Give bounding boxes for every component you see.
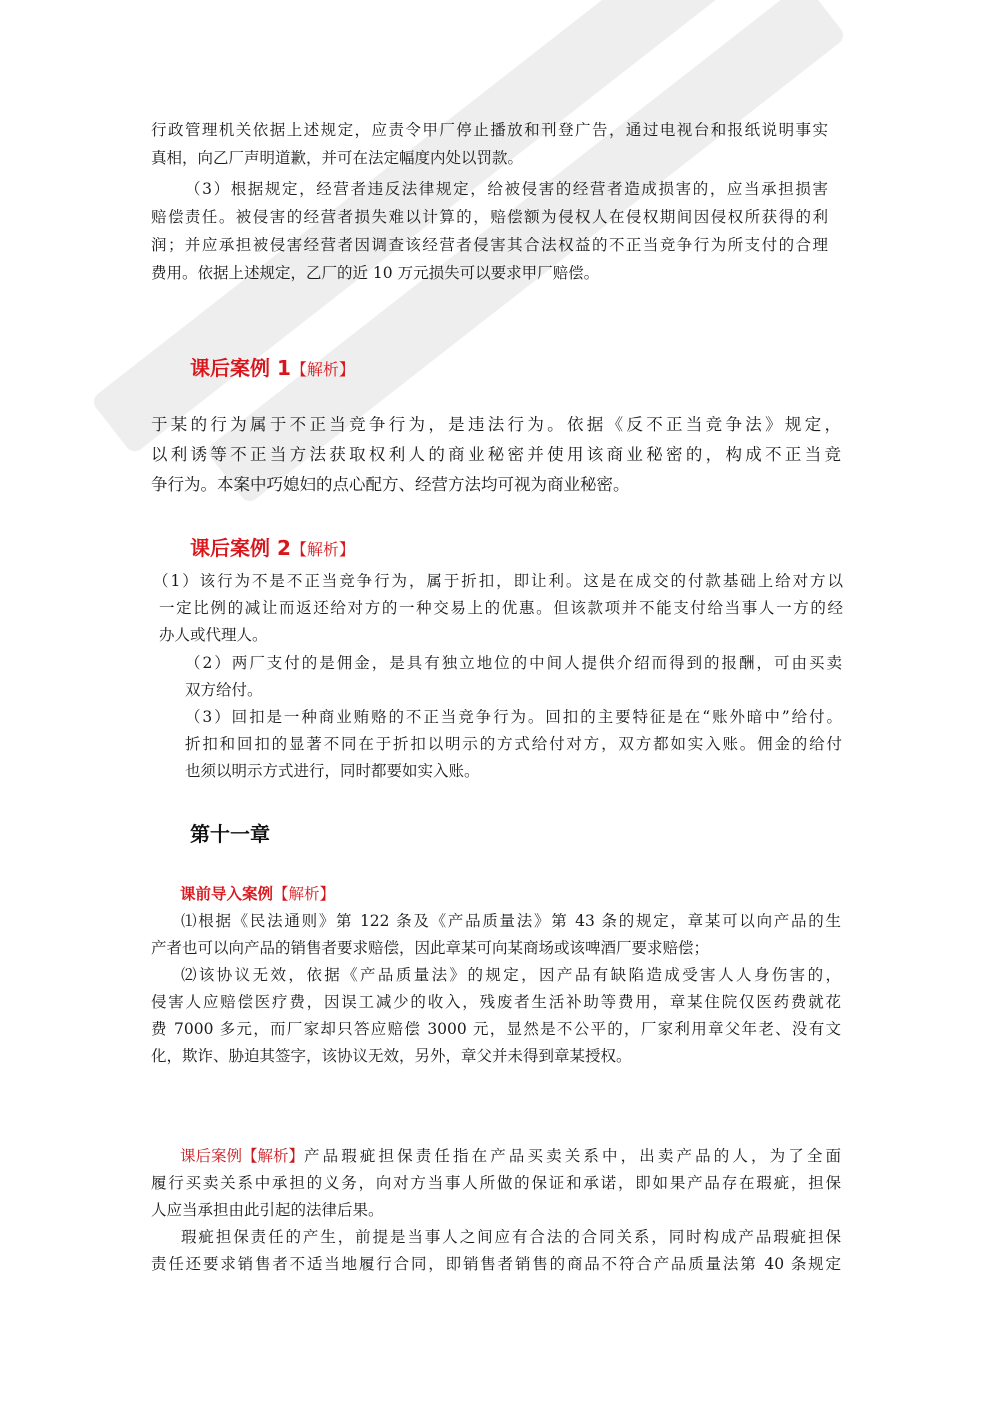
- body-line: （3）根据规定，经营者违反法律规定，给被侵害的经营者造成损害的，应当承担损害: [185, 180, 828, 198]
- case2-heading: [190, 532, 355, 561]
- case2-title: 课后案例 2: [190, 536, 291, 560]
- case2-line: 折扣和回扣的显著不同在于折扣以明示的方式给付对方，双方都如实入账。佣金的给付: [185, 735, 842, 753]
- case2-line: 一定比例的减让而返还给对方的一种交易上的优惠。但该款项并不能支付给当事人一方的经: [159, 599, 843, 617]
- after-case-title: 课后案例: [180, 1147, 243, 1165]
- after-case-line: 履行买卖关系中承担的义务，向对方当事人所做的保证和承诺，即如果产品存在瑕疵，担保: [151, 1174, 841, 1192]
- case1-heading: [190, 352, 355, 381]
- intro-case-tag: 【解析】: [273, 885, 336, 903]
- case2-line: 双方给付。: [185, 681, 263, 699]
- case2-line: （3）回扣是一种商业贿赂的不正当竞争行为。回扣的主要特征是在“账外暗中”给付。: [185, 708, 842, 726]
- chapter-title: 第十一章: [190, 822, 270, 846]
- after-case-line: 责任还要求销售者不适当地履行合同，即销售者销售的商品不符合产品质量法第 40 条规定: [151, 1255, 841, 1273]
- intro-case-line: 产者也可以向产品的销售者要求赔偿，因此章某可向某商场或该啤酒厂要求赔偿；: [151, 939, 710, 957]
- case2-tag: 【解析】: [290, 540, 355, 559]
- after-case-text: 产品瑕疵担保责任指在产品买卖关系中，出卖产品的人，为了全面: [304, 1147, 841, 1165]
- body-line: 行政管理机关依据上述规定，应责令甲厂停止播放和刊登广告，通过电视台和报纸说明事实: [151, 121, 828, 139]
- case2-line: 也须以明示方式进行，同时都要如实入账。: [185, 762, 480, 780]
- case1-line: 争行为。本案中巧媳妇的点心配方、经营方法均可视为商业秘密。: [151, 475, 630, 494]
- case1-tag: 【解析】: [290, 360, 355, 379]
- case2-line: （2）两厂支付的是佣金，是具有独立地位的中间人提供介绍而得到的报酬，可由买卖: [185, 654, 842, 672]
- case2-line: 办人或代理人。: [159, 626, 268, 644]
- body-line: 真相，向乙厂声明道歉，并可在法定幅度内处以罚款。: [151, 149, 524, 167]
- case1-line: 以利诱等不正当方法获取权利人的商业秘密并使用该商业秘密的，构成不正当竞: [151, 445, 841, 464]
- intro-case-line: 费 7000 多元，而厂家却只答应赔偿 3000 元，显然是不公平的，厂家利用章父年老、没有文: [151, 1020, 841, 1038]
- body-line: 润；并应承担被侵害经营者因调查该经营者侵害其合法权益的不正当竞争行为所支付的合理: [151, 236, 828, 254]
- after-case-line: 瑕疵担保责任的产生，前提是当事人之间应有合法的合同关系，同时构成产品瑕疵担保: [181, 1228, 841, 1246]
- after-case-line: 人应当承担由此引起的法律后果。: [151, 1201, 384, 1219]
- intro-case-heading: [180, 882, 335, 904]
- case1-title: 课后案例 1: [190, 356, 291, 380]
- intro-case-line: 侵害人应赔偿医疗费，因误工减少的收入，残废者生活补助等费用，章某住院仅医药费就花: [151, 993, 841, 1011]
- intro-case-line: 化，欺诈、胁迫其签字，该协议无效，另外，章父并未得到章某授权。: [151, 1047, 632, 1065]
- body-line: 赔偿责任。被侵害的经营者损失难以计算的，赔偿额为侵权人在侵权期间因侵权所获得的利: [151, 208, 828, 226]
- after-case-first-line: [180, 1145, 841, 1167]
- body-line: 费用。依据上述规定，乙厂的近 10 万元损失可以要求甲厂赔偿。: [151, 264, 600, 282]
- case2-line: （1）该行为不是不正当竞争行为，属于折扣，即让利。这是在成交的付款基础上给对方以: [153, 572, 843, 590]
- intro-case-line: ⑵该协议无效，依据《产品质量法》的规定，因产品有缺陷造成受害人人身伤害的，: [181, 966, 841, 984]
- case1-line: 于某的行为属于不正当竞争行为，是违法行为。依据《反不正当竞争法》规定，: [151, 415, 841, 434]
- after-case-tag: 【解析】: [242, 1147, 305, 1165]
- intro-case-line: ⑴根据《民法通则》第 122 条及《产品质量法》第 43 条的规定，章某可以向产品的生: [181, 912, 841, 930]
- intro-case-title: 课前导入案例: [180, 885, 274, 903]
